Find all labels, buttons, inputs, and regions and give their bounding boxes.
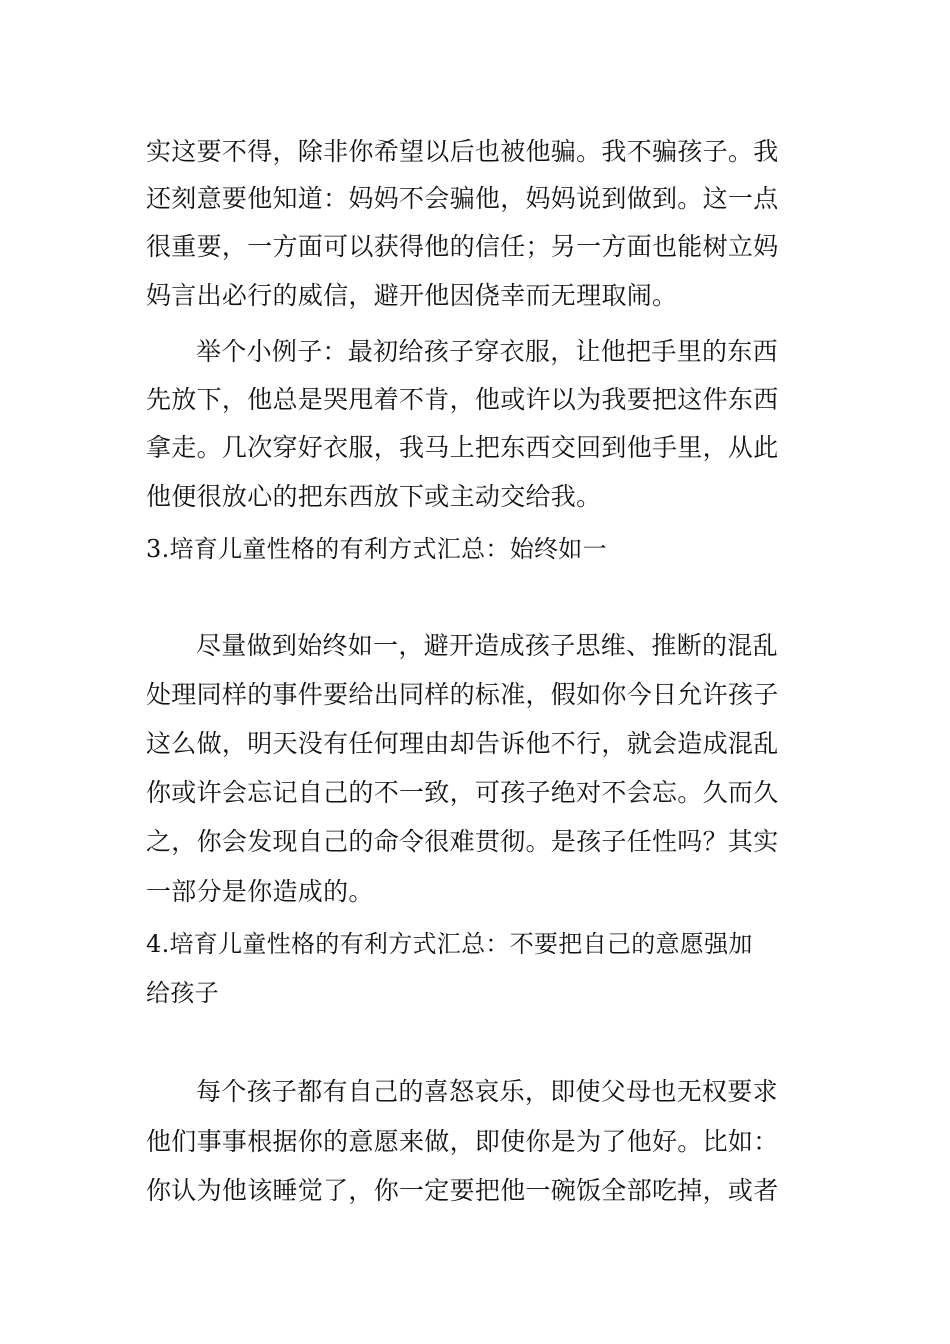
heading-line: 给孩子 bbox=[146, 979, 219, 1007]
text-line: 每个孩子都有自己的喜怒哀乐，即使父母也无权要求 bbox=[196, 1077, 778, 1106]
text-line: 拿走。几次穿好衣服，我马上把东西交回到他手里，从此 bbox=[146, 433, 779, 462]
text-line: 还刻意要他知道：妈妈不会骗他，妈妈说到做到。这一点 bbox=[146, 184, 779, 213]
text-line: 处理同样的事件要给出同样的标准，假如你今日允许孩子 bbox=[146, 680, 779, 709]
text-line: 之，你会发现自己的命令很难贯彻。是孩子任性吗？其实 bbox=[146, 827, 779, 856]
heading-line: 4.培育儿童性格的有利方式汇总：不要把自己的意愿强加 bbox=[146, 930, 753, 958]
text-line: 这么做，明天没有任何理由却告诉他不行，就会造成混乱 bbox=[146, 729, 779, 758]
text-line: 先放下，他总是哭甩着不肯，他或许以为我要把这件东西 bbox=[146, 385, 779, 414]
text-line: 一部分是你造成的。 bbox=[146, 877, 374, 906]
text-line: 实这要不得，除非你希望以后也被他骗。我不骗孩子。我 bbox=[146, 137, 779, 166]
text-line: 妈言出必行的威信，避开他因侥幸而无理取闹。 bbox=[146, 281, 678, 310]
text-line: 尽量做到始终如一，避开造成孩子思维、推断的混乱 bbox=[196, 631, 778, 660]
text-line: 你或许会忘记自己的不一致，可孩子绝对不会忘。久而久 bbox=[146, 778, 779, 807]
text-line: 你认为他该睡觉了，你一定要把他一碗饭全部吃掉，或者 bbox=[146, 1176, 779, 1205]
section-heading-3: 3.培育儿童性格的有利方式汇总：始终如一 bbox=[146, 535, 607, 563]
text-line: 很重要，一方面可以获得他的信任；另一方面也能树立妈 bbox=[146, 232, 779, 261]
text-line: 举个小例子：最初给孩子穿衣服，让他把手里的东西 bbox=[196, 337, 778, 366]
text-line: 他便很放心的把东西放下或主动交给我。 bbox=[146, 482, 602, 511]
text-line: 他们事事根据你的意愿来做，即使你是为了他好。比如： bbox=[146, 1127, 779, 1156]
